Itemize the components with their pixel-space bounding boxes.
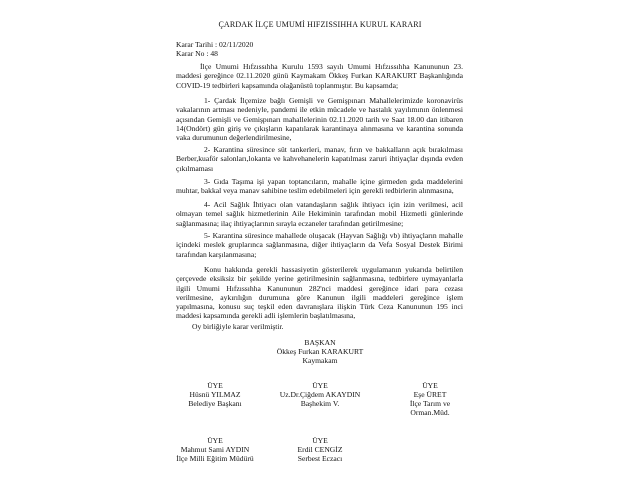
chair-role: BAŞKAN: [304, 338, 336, 347]
member-role: ÜYE: [422, 381, 438, 390]
intro-line: COVID-19 tedbirleri kapsamında olağanüstü toplanmıştır. Bu kapsamda;: [176, 80, 399, 90]
item-line: 2- Karantina süresince süt tankerleri, manav, fırın ve bakkalların açık bırakılması: [204, 145, 463, 154]
item-line: vaka durumunun değerlendirilmesine,: [176, 133, 292, 143]
decision-item-5: [176, 231, 463, 259]
final-statement: Oy birliğiyle karar verilmiştir.: [192, 322, 284, 331]
member-signature: [280, 436, 360, 463]
closing-line: Konu hakkında gerekli hassasiyetin gösterilerek uygulamanın yukarıda belirtilen: [204, 265, 463, 274]
member-title-cont: Orman.Müd.: [410, 408, 450, 417]
closing-line: verilmesine, aykırılığın durumuna göre Kanunun ilgili maddeleri gereğince işlem: [176, 292, 463, 302]
item-line: çıkılmaması: [176, 163, 214, 173]
member-role: ÜYE: [207, 381, 223, 390]
member-signature: [395, 381, 465, 417]
closing-paragraph: [176, 265, 463, 321]
document-title: ÇARDAK İLÇE UMUMİ HIFZISSIHHA KURUL KARARI: [218, 20, 422, 29]
member-title: Belediye Başkanı: [188, 399, 242, 408]
member-role: ÜYE: [312, 436, 328, 445]
member-title: Serbest Eczacı: [297, 454, 343, 463]
item-line: açısından Gemişli ve Gemişpınarı mahallelerinin 02.11.2020 tarih ve Saat 18.00 dan itibaren: [176, 114, 463, 124]
decision-number: Karar No : 48: [176, 49, 218, 58]
member-title: İlçe Milli Eğitim Müdürü: [176, 454, 254, 463]
item-line: içindeki meslek gruplarınca sağlanmasına, diğer ihtiyaçların da Vefa Sosyal Destek Birimi: [176, 240, 463, 250]
member-name: Mahmut Sami AYDIN: [180, 445, 250, 454]
chair-title: Kaymakam: [302, 356, 338, 365]
closing-line: ilgili Umumi Hıfzıssıhha Kanununun 282'nci maddesi gereğince idari para cezası: [176, 283, 463, 293]
item-line: 14(Ondört) gün giriş ve çıkışların kapatılarak karantinaya alınmasına ve karantina sonunda: [176, 123, 463, 133]
member-name: Eşe ÜRET: [413, 390, 447, 399]
member-role: ÜYE: [207, 436, 223, 445]
decision-item-2: [176, 145, 463, 173]
decision-item-4: [176, 200, 463, 228]
decision-item-3: [176, 177, 463, 196]
intro-line: İlçe Umumi Hıfzıssıhha Kurulu 1593 sayılı Umumi Hıfzıssıhha Kanununun 23.: [200, 62, 463, 71]
item-line: 1- Çardak İlçemize bağlı Gemişli ve Gemişpınarı Mahallelerimizde koronavirüs: [204, 96, 463, 105]
chair-signature: [270, 338, 370, 365]
intro-paragraph: [176, 62, 463, 90]
member-title: Başhekim V.: [300, 399, 340, 408]
member-name: Uz.Dr.Çiğdem AKAYDIN: [279, 390, 361, 399]
member-signature: [175, 381, 255, 408]
closing-line: çerçevede eksiksiz bir şekilde yerine getirilmesinin sağlanmasına, tedbirlere uymayanlarla: [176, 274, 463, 284]
decision-item-1: [176, 96, 463, 142]
closing-line: yapılmasına, konusu suç teşkil eden davranışlara ilişkin Türk Ceza Kanununun 195 inci: [176, 302, 463, 312]
member-name: Hüsnü YILMAZ: [189, 390, 241, 399]
item-line: 4- Acil Sağlık İhtiyacı olan vatandaşların sağlık ihtiyacı için izin verilmesi, acil: [204, 200, 463, 209]
member-signature: [160, 436, 270, 463]
item-line: 5- Karantina süresince mahallede oluşacak (Hayvan Sağlığı vb) ihtiyaçların mahalle: [204, 231, 463, 240]
member-signature: [270, 381, 370, 408]
member-role: ÜYE: [312, 381, 328, 390]
item-line: muhtar, bakkal veya manav sahibine teslim edebilmeleri için gerekli tedbirlerin alınmasına,: [176, 186, 454, 196]
item-line: sağlanmasına; ilaç ihtiyaçlarının sırayla eczaneler tarafından getirilmesine;: [176, 218, 404, 228]
item-line: olmayan temel sağlık hizmetlerinin Aile Hekiminin tarafından mobil Hizmetli günlerinde: [176, 209, 463, 219]
intro-line: maddesi gereğince 02.11.2020 günü Kaymakam Ökkeş Furkan KARAKURT Başkanlığında: [176, 71, 463, 81]
item-line: tarafından karşılanmasına;: [176, 249, 257, 259]
item-line: vakalarının artması nedeniyle, pandemi ile etkin mücadele ve hastalık yayılımının önlenmesi: [176, 105, 463, 115]
item-line: Berber,kuaför salonları,lokanta ve kahvehanelerin kapatılması zaruri ihtiyaçlar dışında evden: [176, 154, 463, 164]
chair-name: Ökkeş Furkan KARAKURT: [276, 347, 364, 356]
closing-line: maddesi kapsamında gerekli adli işlemlerin başlatılmasına,: [176, 311, 356, 321]
member-title: İlçe Tarım ve: [409, 399, 451, 408]
member-name: Erdil CENGİZ: [297, 445, 343, 454]
decision-date: Karar Tarihi : 02/11/2020: [176, 40, 254, 49]
item-line: 3- Gıda Taşıma işi yapan toptancıların, mahalle içine girmeden gıda maddelerini: [204, 177, 463, 186]
